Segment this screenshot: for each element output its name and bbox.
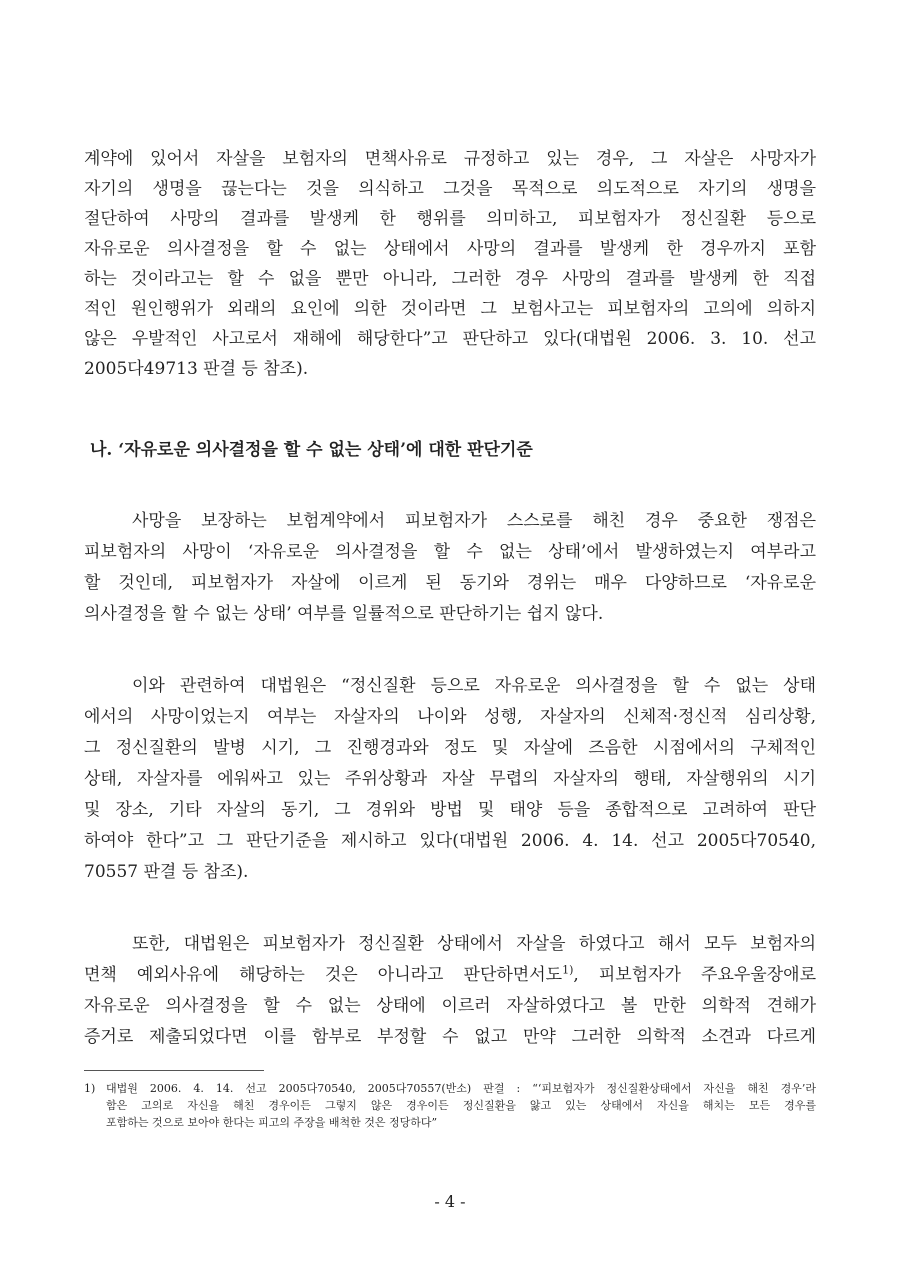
body-text-line: 증거로 제출되었다면 이를 함부로 부정할 수 없고 만약 그러한 의학적 소견과 다르게 (84, 1027, 816, 1047)
body-text-line: 계약에 있어서 자살을 보험자의 면책사유로 규정하고 있는 경우, 그 자살은 사망자가 (84, 149, 816, 169)
body-text-segment: , 피보험자가 주요우울장애로 (573, 965, 816, 985)
body-text-line: 및 장소, 기타 자살의 동기, 그 경위와 방법 및 태양 등을 종합적으로 고려하여 판단 (84, 800, 816, 820)
body-text-line: 할 것인데, 피보험자가 자살에 이르게 된 동기와 경위는 매우 다양하므로 ‘자유로운 (84, 573, 816, 593)
body-text-line: 이와 관련하여 대법원은 “정신질환 등으로 자유로운 의사결정을 할 수 없는 상태 (132, 676, 816, 696)
body-text-line: 하는 것이라고는 할 수 없을 뿐만 아니라, 그러한 경우 사망의 결과를 발생케 한 직접 (84, 269, 816, 289)
body-text-line: 사망을 보장하는 보험계약에서 피보험자가 스스로를 해친 경우 중요한 쟁점은 (132, 511, 816, 531)
body-text-line: 절단하여 사망의 결과를 발생케 한 행위를 의미하고, 피보험자가 정신질환 등으로 (84, 209, 816, 229)
body-text-line: 그 정신질환의 발병 시기, 그 진행경과와 정도 및 자살에 즈음한 시점에서의 구체적인 (84, 738, 816, 758)
footnote-line: 포함하는 것으로 보아야 한다는 피고의 주장을 배척한 것은 정당하다” (106, 1116, 438, 1129)
footnote-line: 함은 고의로 자신을 해친 경우이든 그렇지 않은 경우이든 정신질환을 앓고 있는 상태에서 자신을 해치는 모든 경우를 (106, 1099, 816, 1112)
body-text-line: 자유로운 의사결정을 할 수 없는 상태에서 사망의 결과를 발생케 한 경우까지 포함 (84, 239, 816, 259)
section-heading: 나. ‘자유로운 의사결정을 할 수 없는 상태’에 대한 판단기준 (90, 440, 533, 460)
body-text-line: 2005다49713 판결 등 참조). (84, 359, 309, 379)
body-text-line-with-footnote (84, 964, 816, 986)
body-text-line: 하여야 한다”고 그 판단기준을 제시하고 있다(대법원 2006. 4. 14. 선고 2005다70540, (84, 831, 816, 851)
body-text-line: 적인 원인행위가 외래의 요인에 의한 것이라면 그 보험사고는 피보험자의 고의에 의하지 (84, 299, 816, 319)
body-text-line: 피보험자의 사망이 ‘자유로운 의사결정을 할 수 없는 상태’에서 발생하였는지 여부라고 (84, 542, 816, 562)
body-text-line: 상태, 자살자를 에워싸고 있는 주위상황과 자살 무렵의 자살자의 행태, 자살행위의 시기 (84, 769, 816, 789)
footnote-reference[interactable]: 1) (562, 964, 574, 977)
body-text-line: 70557 판결 등 참조). (84, 862, 249, 882)
footnote-line (84, 1081, 816, 1097)
body-text-line: 않은 우발적인 사고로서 재해에 해당한다”고 판단하고 있다(대법원 2006. 3. 10. 선고 (84, 329, 816, 349)
footnote-separator (84, 1070, 264, 1071)
body-text-line: 또한, 대법원은 피보험자가 정신질환 상태에서 자살을 하였다고 해서 모두 보험자의 (132, 934, 816, 954)
body-text-segment: 면책 예외사유에 해당하는 것은 아니라고 판단하면서도 (84, 965, 563, 985)
footnote-number: 1) (84, 1082, 96, 1095)
footnote-text: 대법원 2006. 4. 14. 선고 2005다70540, 2005다70557(반소) 판결 : “‘피보험자가 정신질환상태에서 자신을 해친 경우’라 (106, 1082, 816, 1095)
body-text-line: 의사결정을 할 수 없는 상태’ 여부를 일률적으로 판단하기는 쉽지 않다. (84, 604, 604, 624)
page-number: - 4 - (434, 1192, 466, 1211)
body-text-line: 자유로운 의사결정을 할 수 없는 상태에 이르러 자살하였다고 볼 만한 의학적 견해가 (84, 996, 816, 1016)
body-text-line: 에서의 사망이었는지 여부는 자살자의 나이와 성행, 자살자의 신체적·정신적 심리상황, (84, 707, 816, 727)
body-text-line: 자기의 생명을 끊는다는 것을 의식하고 그것을 목적으로 의도적으로 자기의 생명을 (84, 179, 816, 199)
